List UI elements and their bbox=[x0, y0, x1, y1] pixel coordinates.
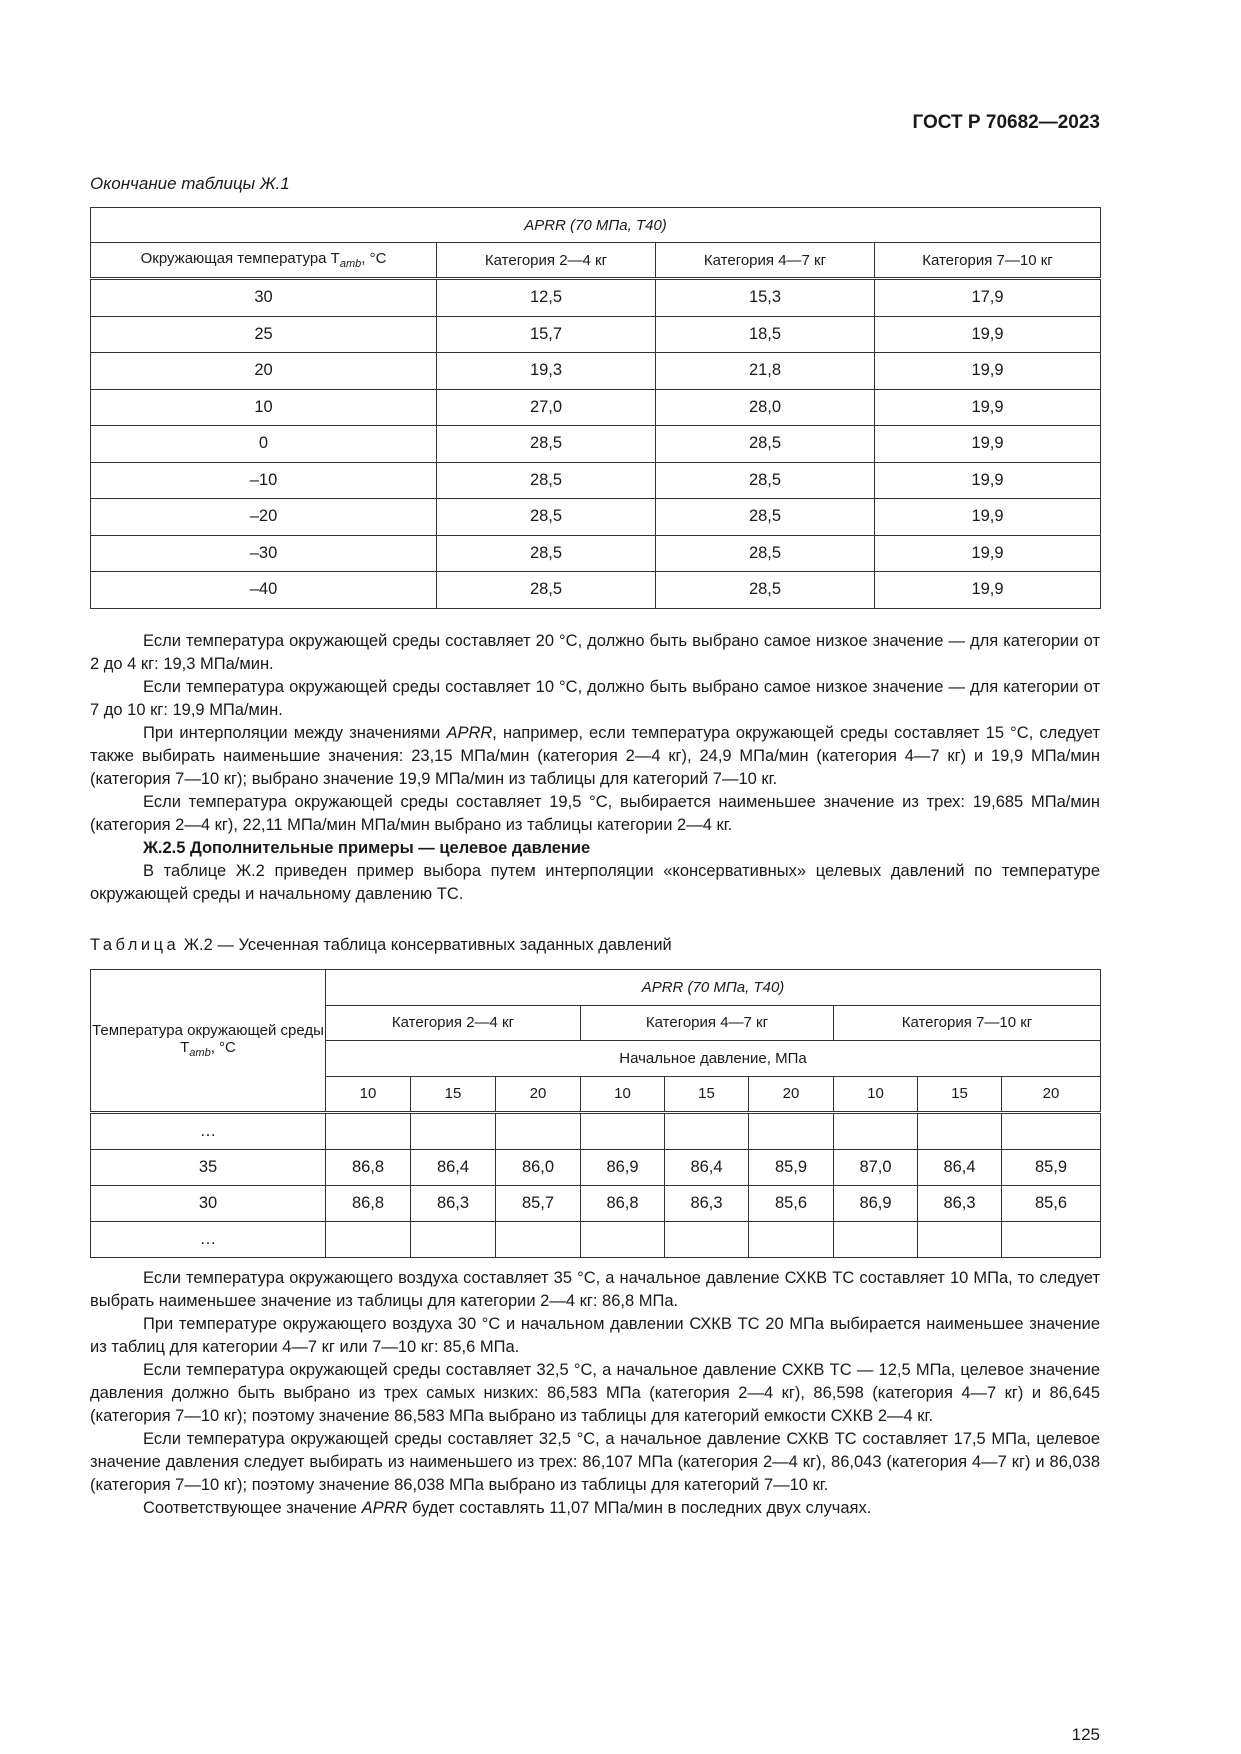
table-cell bbox=[834, 1222, 918, 1258]
table-cell: 28,5 bbox=[437, 535, 656, 572]
table-cell: 86,8 bbox=[326, 1150, 411, 1186]
table-cell: 15,7 bbox=[437, 316, 656, 353]
table1-caption: Окончание таблицы Ж.1 bbox=[90, 174, 290, 193]
table-cell bbox=[918, 1113, 1002, 1150]
table-row bbox=[91, 1113, 1101, 1150]
table-row bbox=[91, 1222, 1101, 1258]
table-cell: 28,5 bbox=[656, 499, 875, 536]
table-cell: 28,5 bbox=[656, 426, 875, 463]
table2-col-cat-4-7: Категория 4—7 кг bbox=[581, 1005, 834, 1041]
table2-col-cat-7-10: Категория 7—10 кг bbox=[834, 1005, 1101, 1041]
table-cell: 86,4 bbox=[665, 1150, 749, 1186]
table-cell: –30 bbox=[91, 535, 437, 572]
table-cell: 86,3 bbox=[665, 1186, 749, 1222]
table-cell: 86,3 bbox=[411, 1186, 496, 1222]
table-cell: –20 bbox=[91, 499, 437, 536]
table-cell: 85,7 bbox=[496, 1186, 581, 1222]
table2-group-header: APRR (70 МПа, Т40) bbox=[326, 970, 1101, 1006]
table-row bbox=[91, 572, 1101, 609]
table-cell: 85,9 bbox=[1002, 1150, 1101, 1186]
table-row bbox=[91, 1150, 1101, 1186]
paragraph: Если температура окружающей среды составляет 19,5 °С, выбирается наименьшее значение из трех: 19,685 МПа/мин (категория 2—4 кг), 22,11 МПа/мин МПа/мин выбрано из таблицы категории 2—4 кг. bbox=[90, 793, 1100, 834]
table-cell: 19,9 bbox=[875, 389, 1101, 426]
table-cell bbox=[1002, 1222, 1101, 1258]
table-cell: 28,5 bbox=[437, 572, 656, 609]
table-row bbox=[91, 353, 1101, 390]
paragraph: Если температура окружающей среды составляет 32,5 °С, а начальное давление СХКВ ТС — 12,5 МПа, целевое значение давления должно быть выбрано из трех самых низких: 86,583 МПа (категория 2—4 кг), 86,598 (категория 4—7 кг) и 86,645 (категория 7—10 кг); поэтому значение 86,583 МПа выбрано из таблицы для категорий емкости СХКВ 2—4 кг. bbox=[90, 1361, 1100, 1425]
table-zh1 bbox=[90, 207, 1101, 609]
table-cell: 19,9 bbox=[875, 426, 1101, 463]
table-cell: 86,8 bbox=[326, 1186, 411, 1222]
table-cell: 28,5 bbox=[656, 535, 875, 572]
table-cell: 17,9 bbox=[875, 279, 1101, 317]
table-cell: –40 bbox=[91, 572, 437, 609]
table-cell: 19,9 bbox=[875, 316, 1101, 353]
paragraph: Соответствующее значение APRR будет составлять 11,07 МПа/мин в последних двух случаях. bbox=[143, 1499, 872, 1517]
table-cell: 20 bbox=[91, 353, 437, 390]
table-cell: 86,9 bbox=[581, 1150, 665, 1186]
table2-pressure-col: 20 bbox=[496, 1076, 581, 1113]
table-cell: 86,8 bbox=[581, 1186, 665, 1222]
body-text-2 bbox=[90, 1267, 1100, 1520]
table-cell: 10 bbox=[91, 389, 437, 426]
table2-pressure-col: 10 bbox=[326, 1076, 411, 1113]
table-cell bbox=[834, 1113, 918, 1150]
table-row bbox=[91, 279, 1101, 317]
table-cell: 86,9 bbox=[834, 1186, 918, 1222]
table-cell: 28,5 bbox=[437, 499, 656, 536]
table-cell: 87,0 bbox=[834, 1150, 918, 1186]
table-cell: 27,0 bbox=[437, 389, 656, 426]
table-cell: 85,9 bbox=[749, 1150, 834, 1186]
table-cell bbox=[749, 1113, 834, 1150]
table2-pressure-col: 20 bbox=[1002, 1076, 1101, 1113]
table-cell bbox=[326, 1113, 411, 1150]
table-cell: 19,9 bbox=[875, 499, 1101, 536]
table-cell bbox=[496, 1113, 581, 1150]
table-cell: 19,9 bbox=[875, 572, 1101, 609]
table-cell bbox=[326, 1222, 411, 1258]
table-cell: 35 bbox=[91, 1150, 326, 1186]
table-cell: 18,5 bbox=[656, 316, 875, 353]
table-cell: 85,6 bbox=[749, 1186, 834, 1222]
paragraph: При интерполяции между значениями APRR, например, если температура окружающей среды составляет 15 °С, следует также выбирать наименьшие значения: 23,15 МПа/мин (категория 2—4 кг), 24,9 МПа/мин (категория 4—7 кг) и 19,9 МПа/мин (категория 7—10 кг); выбрано значение 19,9 МПа/мин из таблицы для категорий 7—10 кг. bbox=[90, 724, 1100, 788]
table-cell bbox=[411, 1222, 496, 1258]
table-cell bbox=[749, 1222, 834, 1258]
document-code: ГОСТ Р 70682—2023 bbox=[912, 112, 1100, 133]
table1-col-cat-7-10: Категория 7—10 кг bbox=[875, 243, 1101, 279]
table-zh2 bbox=[90, 969, 1101, 1258]
table-cell: 12,5 bbox=[437, 279, 656, 317]
paragraph: Если температура окружающей среды составляет 32,5 °С, а начальное давление СХКВ ТС составляет 17,5 МПа, целевое значение давления следует выбирать из наименьшего из трех: 86,107 МПа (категория 2—4 кг), 86,043 (категория 4—7 кг) и 86,038 (категория 7—10 кг); поэтому значение 86,038 МПа выбрано из таблицы для категорий 7—10 кг. bbox=[90, 1430, 1100, 1494]
table-cell: 28,5 bbox=[437, 426, 656, 463]
table-cell: 86,0 bbox=[496, 1150, 581, 1186]
table-cell bbox=[918, 1222, 1002, 1258]
table-cell bbox=[581, 1222, 665, 1258]
table-cell: 85,6 bbox=[1002, 1186, 1101, 1222]
table-cell: … bbox=[91, 1113, 326, 1150]
table-cell: 30 bbox=[91, 1186, 326, 1222]
table-row bbox=[91, 499, 1101, 536]
table-cell: 28,5 bbox=[656, 572, 875, 609]
table2-col-cat-2-4: Категория 2—4 кг bbox=[326, 1005, 581, 1041]
table-cell: 19,9 bbox=[875, 535, 1101, 572]
table-row bbox=[91, 1186, 1101, 1222]
table2-pressure-col: 10 bbox=[834, 1076, 918, 1113]
paragraph: В таблице Ж.2 приведен пример выбора путем интерполяции «консервативных» целевых давлений по температуре окружающей среды и начальному давлению ТС. bbox=[90, 862, 1100, 903]
table-row bbox=[91, 535, 1101, 572]
table1-col-cat-4-7: Категория 4—7 кг bbox=[656, 243, 875, 279]
table2-pressure-col: 20 bbox=[749, 1076, 834, 1113]
table-cell: 86,4 bbox=[918, 1150, 1002, 1186]
table-cell: 19,3 bbox=[437, 353, 656, 390]
table-cell: –10 bbox=[91, 462, 437, 499]
table-cell bbox=[665, 1113, 749, 1150]
table-cell: 19,9 bbox=[875, 462, 1101, 499]
table2-pressure-col: 15 bbox=[918, 1076, 1002, 1113]
table-cell: 15,3 bbox=[656, 279, 875, 317]
table1-col-temp: Окружающая температура $T_{amb}$, °С bbox=[91, 243, 437, 279]
table-cell: 30 bbox=[91, 279, 437, 317]
table-row bbox=[91, 389, 1101, 426]
section-title: Ж.2.5 Дополнительные примеры — целевое давление bbox=[143, 839, 591, 857]
table2-pressure-col: 15 bbox=[411, 1076, 496, 1113]
table-cell bbox=[411, 1113, 496, 1150]
table-cell: 28,0 bbox=[656, 389, 875, 426]
body-text-1 bbox=[90, 630, 1100, 906]
table-cell: 28,5 bbox=[437, 462, 656, 499]
table-cell: 19,9 bbox=[875, 353, 1101, 390]
page-number: 125 bbox=[1071, 1725, 1100, 1744]
table-cell bbox=[496, 1222, 581, 1258]
table-row bbox=[91, 316, 1101, 353]
table2-pressure-col: 15 bbox=[665, 1076, 749, 1113]
table-cell bbox=[665, 1222, 749, 1258]
table-cell: 86,3 bbox=[918, 1186, 1002, 1222]
table-cell: 86,4 bbox=[411, 1150, 496, 1186]
table1-col-cat-2-4: Категория 2—4 кг bbox=[437, 243, 656, 279]
table2-col-temp: Температура окружающей среды $T_{amb}$, °С bbox=[91, 970, 326, 1113]
table-row bbox=[91, 426, 1101, 463]
paragraph: Если температура окружающего воздуха составляет 35 °С, а начальное давление СХКВ ТС составляет 10 МПа, то следует выбрать наименьшее значение из таблицы для категории 2—4 кг: 86,8 МПа. bbox=[90, 1269, 1100, 1310]
table-row bbox=[91, 462, 1101, 499]
table-cell bbox=[1002, 1113, 1101, 1150]
table2-pressure-header: Начальное давление, МПа bbox=[326, 1041, 1101, 1077]
paragraph: Если температура окружающей среды составляет 20 °С, должно быть выбрано самое низкое значение — для категории от 2 до 4 кг: 19,3 МПа/мин. bbox=[90, 632, 1100, 673]
table-cell: 28,5 bbox=[656, 462, 875, 499]
table-cell: … bbox=[91, 1222, 326, 1258]
table-cell bbox=[581, 1113, 665, 1150]
paragraph: Если температура окружающей среды составляет 10 °С, должно быть выбрано самое низкое значение — для категории от 7 до 10 кг: 19,9 МПа/мин. bbox=[90, 678, 1100, 719]
table-cell: 0 bbox=[91, 426, 437, 463]
table2-caption: Таблица Ж.2 — Усеченная таблица консервативных заданных давлений bbox=[90, 936, 672, 954]
table-cell: 21,8 bbox=[656, 353, 875, 390]
table2-pressure-col: 10 bbox=[581, 1076, 665, 1113]
paragraph: При температуре окружающего воздуха 30 °С и начальном давлении СХКВ ТС 20 МПа выбирается наименьшее значение из таблиц для категории 4—7 кг или 7—10 кг: 85,6 МПа. bbox=[90, 1315, 1100, 1356]
table-cell: 25 bbox=[91, 316, 437, 353]
table1-group-header: APRR (70 МПа, Т40) bbox=[91, 208, 1101, 243]
